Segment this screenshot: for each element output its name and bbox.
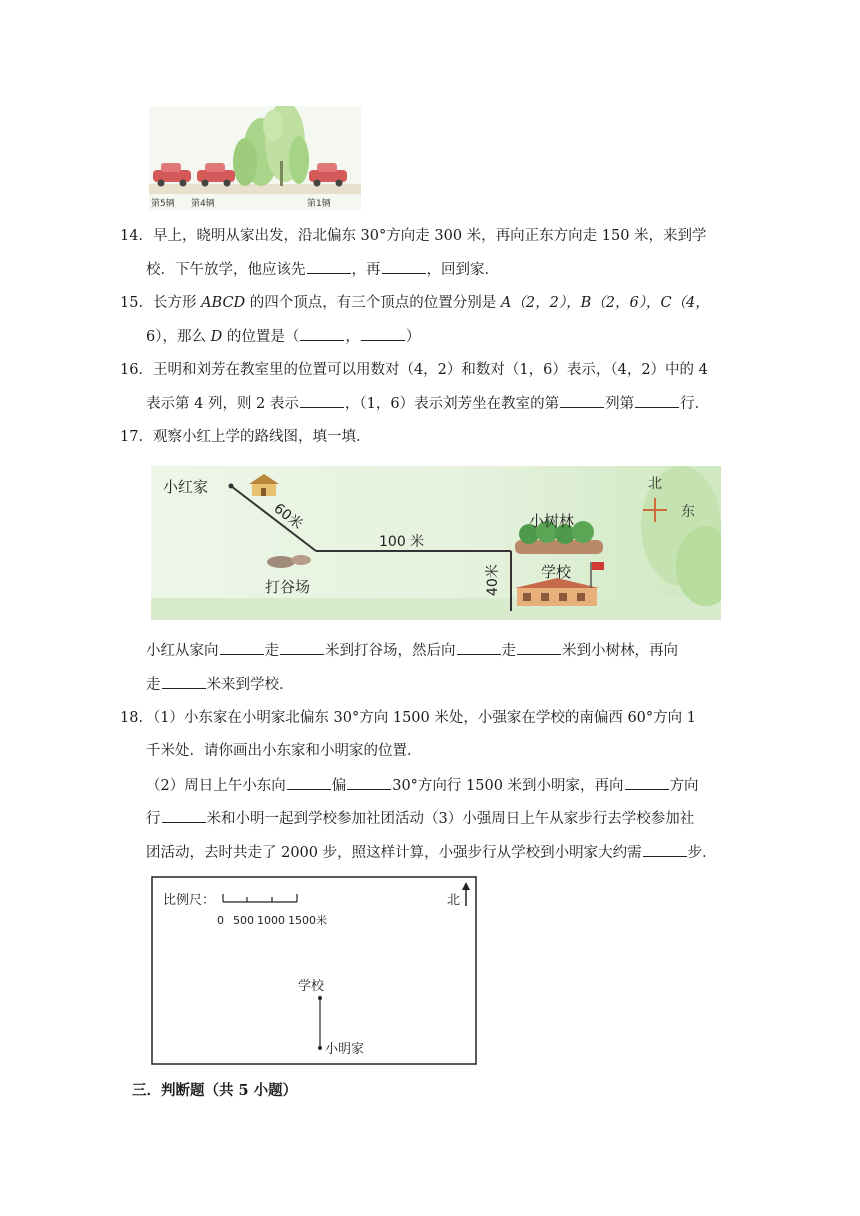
q15-blank1[interactable] [300,326,344,341]
car-label-4: 第4辆 [191,199,215,209]
scale-tick-1500: 1500米 [288,914,327,927]
school-point [318,996,322,1000]
q18-blank2[interactable] [347,775,391,790]
fig-school-label: 学校 [298,979,325,994]
map-school-label: 学校 [541,563,572,581]
scale-label: 比例尺： [163,893,216,908]
section3-heading [132,1081,297,1101]
q15-point-a: A（2，2）， [500,295,581,311]
q14-blank2[interactable] [382,259,426,274]
q18-text3a: （2）周日上午小东向 [146,778,286,794]
q18-blank1[interactable] [287,775,331,790]
q17-text-a1: 小红从家向 [146,643,219,659]
q17-text-a3: 米到打谷场，然后向 [325,643,456,659]
map-grove-label: 小树林 [529,512,575,530]
q15-text1a: 15．长方形 [120,295,197,311]
q16-text2d: 行． [680,396,710,412]
q15-line2 [146,326,420,347]
fig-north-label: 北 [447,893,461,908]
q18-line4 [146,808,694,829]
q15-text1c: 的四个顶点，有三个顶点的位置分别是 [249,295,497,311]
q16-text2b: ，（1，6）表示刘芳坐在教室的第 [344,396,560,412]
q18-text5a: 团活动，去时共走了 2000 步，照这样计算，小强步行从学校到小明家大约需 [146,845,642,861]
q17-blank5[interactable] [162,674,206,689]
q14-blank1[interactable] [307,259,351,274]
cars-trees-figure [149,106,361,210]
q17-text-a5: 米到小树林，再向 [562,643,678,659]
map-north-label: 北 [648,476,662,492]
q15-blank2[interactable] [361,326,405,341]
map-field-label: 打谷场 [265,578,311,596]
q18-text3c: 30°方向行 1500 米到小明家，再向 [392,778,624,794]
q18-text1: 18．（1）小东家在小明家北偏东 30°方向 1500 米处，小强家在学校的南偏西 60°方向 1 [120,710,696,726]
q15-rect-name: ABCD [201,295,246,311]
q18-line1 [120,708,696,728]
q16-text2a: 表示第 4 列，则 2 表示 [146,396,299,412]
map-seg1-label: 60米 [270,500,306,533]
q16-text1: 16．王明和刘芳在教室里的位置可以用数对（4，2）和数对（1，6）表示，（4，2）中的 4 [120,362,708,378]
q16-text2c: 列第 [605,396,635,412]
q17-title-text: 17．观察小红上学的路线图，填一填． [120,429,371,445]
q17-blank3[interactable] [457,640,501,655]
q15-text2a: 6），那么 [146,329,206,345]
map-home-label: 小红家 [163,478,209,496]
q14-line2 [146,259,499,280]
q17-text-b1: 走 [146,677,161,693]
q15-comma: ， [345,329,360,345]
q15-line1 [120,293,710,313]
q14-line1 [120,226,707,246]
scale-tick-1000: 1000 [257,914,285,927]
q17-blank4[interactable] [517,640,561,655]
q18-text4a: 行 [146,811,161,827]
q18-text3d: 方向 [669,778,699,794]
scale-tick-0: 0 [217,914,224,927]
q17-text-a4: 走 [501,643,516,659]
q18-line2 [146,741,422,761]
q18-text4b: 米和小明一起到学校参加社团活动（3）小强周日上午从家步行去学校参加社 [206,811,695,827]
q18-blank3[interactable] [625,775,669,790]
q18-line3 [146,775,699,796]
q18-blank4[interactable] [162,808,206,823]
q17-title [120,427,370,447]
q16-blank1[interactable] [300,393,344,408]
q18-text2: 千米处．请你画出小东家和小明家的位置． [146,743,422,759]
q16-line2 [146,393,709,414]
scale-map-figure [151,876,478,1066]
fig-xiaoming-label: 小明家 [325,1042,365,1057]
q18-text5b: 步． [687,845,717,861]
car-label-5: 第5辆 [151,199,175,209]
q18-text3b: 偏 [331,778,347,794]
q15-point-c: C（4， [660,295,710,311]
q17-blank1[interactable] [220,640,264,655]
q16-blank2[interactable] [560,393,604,408]
q18-line5 [146,842,717,863]
q18-blank5[interactable] [643,842,687,857]
route-map [151,466,721,620]
q17-text-b2: 米来到学校． [206,677,294,693]
q17-answer-line2 [146,674,294,695]
q14-text2c: ，回到家． [426,262,499,278]
q17-blank2[interactable] [280,640,324,655]
q15-point-b: B（2，6）， [580,295,661,311]
q14-text1: 14．早上，晓明从家出发，沿北偏东 30°方向走 300 米，再向正东方向走 150 米，来到学 [120,228,707,244]
q15-text2c: 的位置是（ [226,329,300,345]
section3-text: 三．判断题（共 5 小题） [132,1082,298,1099]
home-dot [229,484,234,489]
car-label-1: 第1辆 [307,199,331,209]
map-seg3-label: 40米 [485,564,501,596]
scale-tick-500: 500 [233,914,254,927]
xiaoming-point [318,1046,322,1050]
q14-text2a: 校．下午放学，他应该先 [146,262,306,278]
q14-text2b: ，再 [351,262,381,278]
map-east-label: 东 [681,504,695,520]
q17-text-a2: 走 [264,643,279,659]
q15-close: ） [405,329,421,345]
q15-point-d: D [210,329,223,345]
q16-line1 [120,360,708,380]
q17-answer-line1 [146,640,678,661]
q16-blank3[interactable] [635,393,679,408]
map-seg2-label: 100 米 [379,534,425,550]
